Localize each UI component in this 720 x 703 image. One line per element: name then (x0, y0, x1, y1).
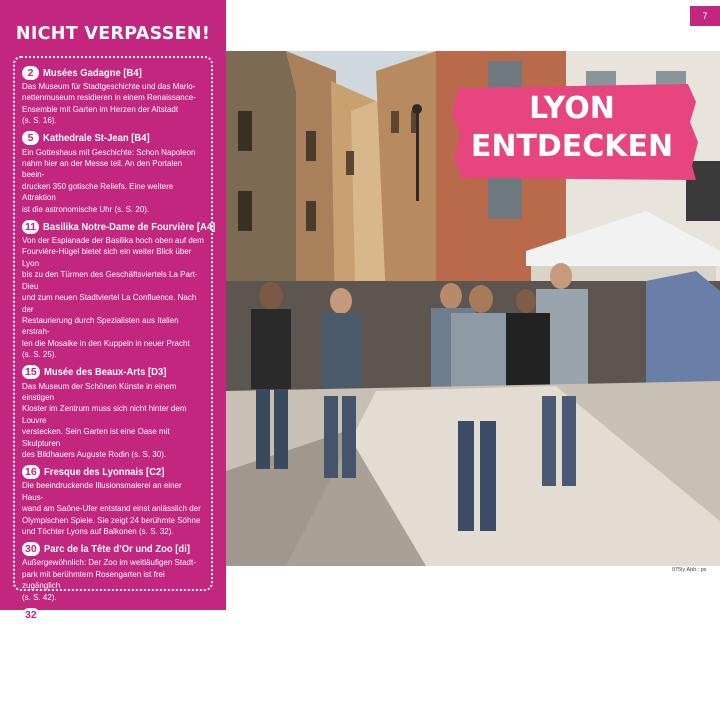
list-item (22, 131, 205, 215)
entry-title: Musée des Beaux-Arts [D3] (43, 366, 167, 379)
entry-number-badge: 2 (22, 66, 39, 80)
list-item (22, 464, 205, 537)
list-item (22, 65, 205, 127)
entry-text: Die beeindruckende Illusionsmalerei an einer Haus- wand am Saône-Ufer entstand einst anlässlich der Olympischen Spiele. Sie zeigt 24 berühmte Söhne und Töchter Lyons auf Balkonen (s. S. 32). (22, 481, 201, 536)
entry-number-badge: 16 (22, 465, 40, 479)
entry-number-badge: 11 (22, 220, 39, 234)
entry-text: Das Museum für Stadtgeschichte und das Mario- nettenmuseum residieren in einem Renaissance- Ensemble mit Garten im Herzen der Altstadt (s. S. 16). (22, 82, 196, 126)
title-line-1: LYON (529, 91, 615, 126)
entry-number-badge: 30 (22, 542, 40, 556)
entry-text: Das Kinomuseum in der Villa der Brüder Lumière zeigt deren erste Kurzfilme und spannende Fotos sowie Apparate aus der Geburtsstunde von Film und Fotogra- fie. Im Sommer findet auf dem gegenüberliegenden Platz regelmäßig Open-Air-Kino statt (s. S. 45). (22, 624, 205, 702)
entry-text: Das Museum der Schönen Künste in einem einstigen Kloster im Zentrum muss sich nicht hinter dem Louvre verstecken. Sein Garten ist eine Oase mit Skulpturen des Bildhauers Auguste Rodin (s. S. 30). (22, 381, 187, 459)
entry-title: Fresque des Lyonnais [C2] (43, 465, 165, 478)
highlights-list (13, 56, 216, 702)
list-item (22, 607, 205, 703)
entry-title: Kathedrale St-Jean [B4] (43, 132, 150, 145)
title-banner (452, 82, 700, 184)
entry-text: Von der Esplanade der Basilika hoch oben auf dem Fourvière-Hügel bietet sich ein weiter Blick über Lyon bis zu den Türmen des Geschäftsviertels La Part-Dieu und zum neuen Stadtviertel La Confluence. Nach der Restaurierung durch Spezialisten aus Italien erstrah- len die Mosaike in den Kuppeln in neuer Pracht (s. S. 25). (22, 236, 204, 360)
list-item (22, 365, 205, 461)
entry-number-badge: 32 (22, 608, 40, 622)
list-item (22, 219, 216, 360)
title-line-2: ENTDECKEN (470, 129, 674, 164)
panel-title: NICHT VERPASSEN! (15, 24, 211, 44)
entry-title: Parc de la Tête d’Or und Zoo [di] (43, 542, 190, 555)
nicht-verpassen-panel (0, 0, 226, 702)
entry-title: Musées Gadagne [B4] (43, 66, 142, 79)
entry-title: Basilika Notre-Dame de Fourvière [A4] (43, 220, 216, 233)
photo-credit: 075ly Abb.: ps (672, 567, 707, 573)
page-title (452, 90, 692, 166)
list-item (22, 541, 205, 603)
page-number: 7 (690, 6, 720, 26)
entry-title: Musée Lumière [fm] (43, 608, 133, 621)
entry-text: Außergewöhnlich: Der Zoo im weitläufigen Stadt- park mit berühmtem Rosengarten ist frei zugänglich (s. S. 42). (22, 558, 196, 602)
entry-number-badge: 15 (22, 365, 40, 379)
entry-number-badge: 5 (22, 131, 39, 145)
entry-text: Ein Gotteshaus mit Geschichte: Schon Napoleon nahm hier an der Messe teil. An den Portalen beein- drucken 350 gotische Reliefs. Eine weitere Attraktion ist die astronomische Uhr (s. S. 20). (22, 147, 196, 214)
